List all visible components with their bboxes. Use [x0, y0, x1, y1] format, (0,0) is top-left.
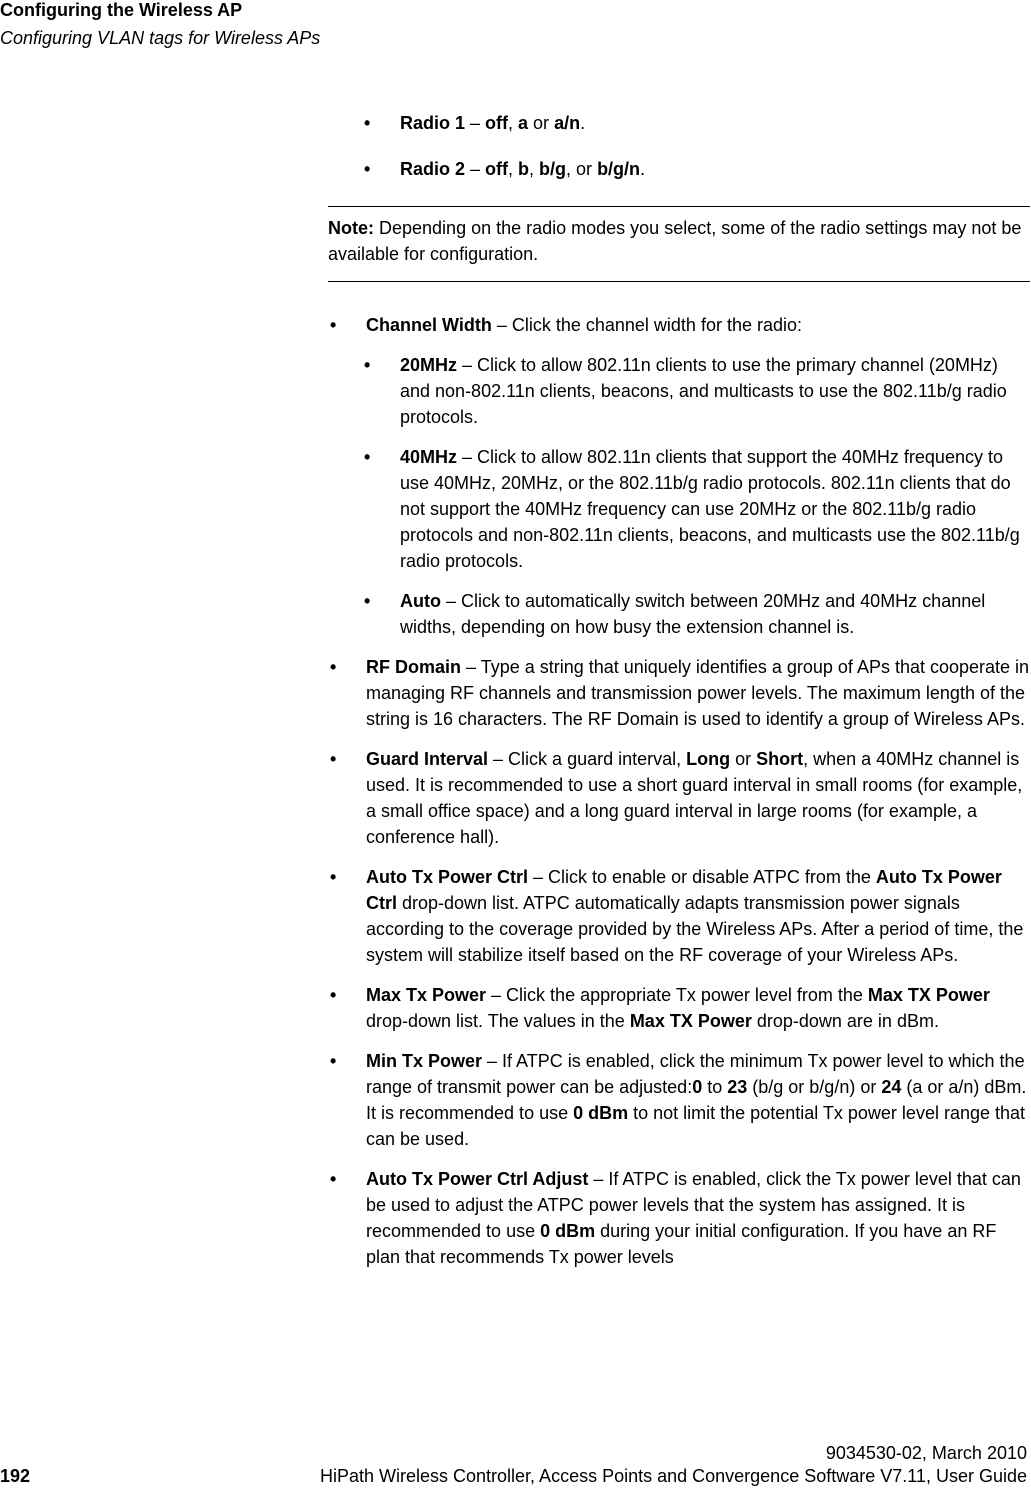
item-text: – Click the appropriate Tx power level from the: [486, 985, 868, 1005]
list-item-auto-tx-power-ctrl-adjust: [330, 1166, 1030, 1270]
radio-option: off: [485, 113, 509, 133]
item-emphasis: Short: [756, 749, 804, 769]
radio-mode-list: [364, 110, 1030, 182]
page-header-title: Configuring the Wireless AP: [0, 0, 243, 20]
list-item-radio-1: [364, 110, 1030, 136]
item-text: (b/g or b/g/n) or: [747, 1077, 882, 1097]
item-text: – If ATPC is enabled, click the Tx power level that can be used to adjust the ATPC power levels that the system has assigned. It is recommended to use: [366, 1169, 1021, 1241]
radio-option: b/g/n: [597, 159, 641, 179]
item-text: drop-down list. The values in the: [366, 1011, 630, 1031]
separator: .: [580, 113, 586, 133]
radio-1-label: Radio 1: [400, 113, 466, 133]
item-emphasis: 23: [727, 1077, 748, 1097]
channel-width-label: Channel Width: [366, 315, 492, 335]
option-label: Auto: [400, 591, 441, 611]
item-emphasis: 0 dBm: [573, 1103, 629, 1123]
item-text: – Click to enable or disable ATPC from the: [528, 867, 876, 887]
guard-interval-label: Guard Interval: [366, 749, 489, 769]
item-text: to: [702, 1077, 728, 1097]
item-text: drop-down are in dBm.: [751, 1011, 939, 1031]
list-item-guard-interval: [330, 746, 1030, 850]
option-label: 40MHz: [400, 447, 458, 467]
radio-option: off: [485, 159, 509, 179]
item-text: (a or a/n) dBm. It is recommended to use: [366, 1077, 1027, 1123]
item-text: – If ATPC is enabled, click the minimum Tx power level to which the range of transmit power can be adjusted:: [366, 1051, 1025, 1097]
item-emphasis: 0 dBm: [540, 1221, 596, 1241]
radio-option: a/n: [554, 113, 581, 133]
separator: , or: [566, 159, 598, 179]
note-label: Note:: [328, 218, 374, 238]
item-text: to not limit the potential Tx power level range that can be used.: [366, 1103, 1026, 1149]
rf-domain-label: RF Domain: [366, 657, 462, 677]
option-text: – Click to allow 802.11n clients to use the primary channel (20MHz) and non-802.11n clients, beacons, and multicasts to use the 802.11b/g radio protocols.: [400, 355, 1007, 427]
footer-page-number: 192: [0, 1466, 31, 1486]
footer-doc-number: 9034530-02, March 2010: [825, 1443, 1027, 1463]
item-text: or: [730, 749, 757, 769]
bullet-icon: •: [364, 355, 371, 375]
separator: or: [528, 113, 555, 133]
auto-tx-adjust-label: Auto Tx Power Ctrl Adjust: [366, 1169, 589, 1189]
list-item-channel-width: [330, 312, 1030, 338]
list-item-20mhz: [364, 352, 1030, 430]
item-text: – Click a guard interval,: [488, 749, 687, 769]
main-content: [330, 110, 1030, 1284]
item-emphasis: Long: [686, 749, 731, 769]
bullet-icon: •: [330, 867, 337, 887]
item-text: during your initial configuration. If you have an RF plan that recommends Tx power levels: [366, 1221, 997, 1267]
bullet-icon: •: [364, 591, 371, 611]
bullet-icon: •: [330, 1051, 337, 1071]
bullet-icon: •: [330, 985, 337, 1005]
bullet-icon: •: [330, 315, 337, 335]
list-item-rf-domain: [330, 654, 1030, 732]
list-item-40mhz: [364, 444, 1030, 574]
note-text: Depending on the radio modes you select, some of the radio settings may not be available for configuration.: [328, 218, 1022, 264]
radio-option: b: [518, 159, 530, 179]
radio-2-label: Radio 2: [400, 159, 466, 179]
item-text: drop-down list. ATPC automatically adapts transmission power signals according to the coverage provided by the Wireless APs. After a period of time, the system will stabilize itself based on the RF coverage of your Wireless APs.: [366, 893, 1024, 965]
page-header-subtitle: Configuring VLAN tags for Wireless APs: [0, 28, 321, 48]
list-item-max-tx-power: [330, 982, 1030, 1034]
list-item-radio-2: [364, 156, 1030, 182]
bullet-icon: •: [330, 1169, 337, 1189]
separator: ,: [529, 159, 540, 179]
item-emphasis: 0: [692, 1077, 703, 1097]
separator: –: [465, 159, 486, 179]
item-emphasis: Max TX Power: [629, 1011, 752, 1031]
item-text: , when a 40MHz channel is used. It is recommended to use a short guard interval in small rooms (for example, a small office space) and a long guard interval in large rooms (for example, a conference hall).: [366, 749, 1023, 847]
bullet-icon: •: [364, 447, 371, 467]
radio-option: b/g: [539, 159, 567, 179]
separator: –: [465, 113, 486, 133]
channel-width-text: – Click the channel width for the radio:: [491, 315, 802, 335]
note-box: [328, 206, 1030, 282]
separator: ,: [508, 159, 519, 179]
list-item-auto: [364, 588, 1030, 640]
min-tx-label: Min Tx Power: [366, 1051, 483, 1071]
item-emphasis: Max TX Power: [867, 985, 990, 1005]
bullet-icon: •: [364, 159, 371, 179]
footer-doc-title: HiPath Wireless Controller, Access Points and Convergence Software V7.11, User Guide: [319, 1466, 1027, 1486]
bullet-icon: •: [330, 749, 337, 769]
item-emphasis: 24: [881, 1077, 902, 1097]
list-item-min-tx-power: [330, 1048, 1030, 1152]
separator: .: [640, 159, 646, 179]
option-text: – Click to allow 802.11n clients that support the 40MHz frequency to use 40MHz, 20MHz, or the 802.11b/g radio protocols. 802.11n clients that do not support the 40MHz frequency can use 20MHz or the 802.11b/g radio protocols and non-802.11n clients, beacons, and multicasts use the 802.11b/g radio protocols.: [400, 447, 1020, 571]
item-emphasis: Auto Tx Power Ctrl: [366, 867, 1002, 913]
option-label: 20MHz: [400, 355, 458, 375]
bullet-icon: •: [364, 113, 371, 133]
radio-option: a: [518, 113, 529, 133]
auto-tx-label: Auto Tx Power Ctrl: [366, 867, 529, 887]
max-tx-label: Max Tx Power: [366, 985, 487, 1005]
option-text: – Click to automatically switch between 20MHz and 40MHz channel widths, depending on how busy the extension channel is.: [400, 591, 986, 637]
rf-domain-text: – Type a string that uniquely identifies a group of APs that cooperate in managing RF channels and transmission power levels. The maximum length of the string is 16 characters. The RF Domain is used to identify a group of Wireless APs.: [366, 657, 1030, 729]
bullet-icon: •: [330, 657, 337, 677]
separator: ,: [508, 113, 519, 133]
list-item-auto-tx-power-ctrl: [330, 864, 1030, 968]
